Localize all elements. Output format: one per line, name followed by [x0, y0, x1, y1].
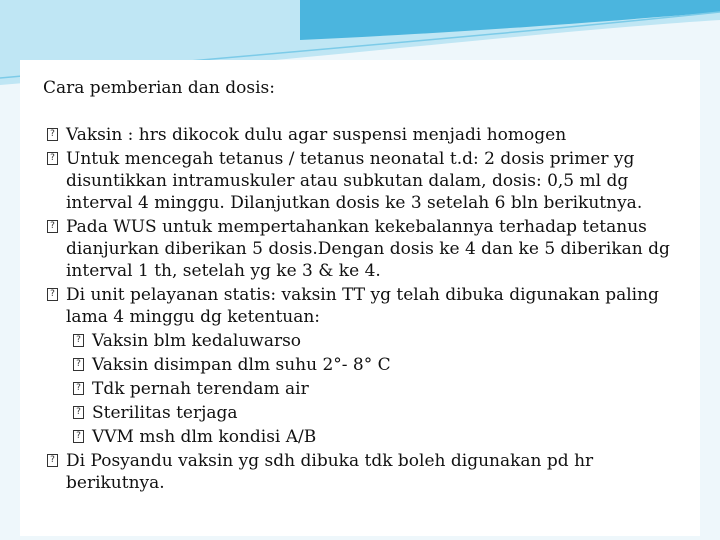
square-bullet-icon: ? [73, 430, 84, 443]
square-bullet-icon: ? [47, 454, 58, 467]
list-item [47, 284, 687, 328]
bullet-list [47, 122, 687, 494]
square-bullet-icon: ? [73, 382, 84, 395]
list-item [47, 450, 687, 494]
sub-list-item-text: Vaksin disimpan dlm suhu 2°- 8° C [92, 355, 391, 375]
list-item-text: Untuk mencegah tetanus / tetanus neonatal t.d: 2 dosis primer yg disuntikkan intramuskuler atau subkutan dalam, dosis: 0,5 ml dg interval 4 minggu. Dilanjutkan dosis ke 3 setelah 6 bln berikutnya. [66, 149, 643, 213]
square-bullet-icon: ? [73, 358, 84, 371]
sub-list-item-text: Sterilitas terjaga [92, 403, 238, 423]
list-item-text: Di Posyandu vaksin yg sdh dibuka tdk boleh digunakan pd hr berikutnya. [66, 451, 594, 493]
square-bullet-icon: ? [47, 128, 58, 141]
sub-list-item-text: Tdk pernah terendam air [92, 379, 309, 399]
list-item-text: Vaksin : hrs dikocok dulu agar suspensi menjadi homogen [66, 125, 567, 145]
sub-list-item [73, 378, 687, 400]
square-bullet-icon: ? [47, 288, 58, 301]
square-bullet-icon: ? [73, 406, 84, 419]
list-item-text: Di unit pelayanan statis: vaksin TT yg telah dibuka digunakan paling lama 4 minggu dg ketentuan: [66, 285, 659, 327]
square-bullet-icon: ? [73, 334, 84, 347]
square-bullet-icon: ? [47, 220, 58, 233]
square-bullet-icon: ? [47, 152, 58, 165]
sub-list-item [73, 330, 687, 352]
slide-title: Cara pemberian dan dosis: [43, 78, 275, 98]
sub-list-item-text: Vaksin blm kedaluwarso [92, 331, 302, 351]
list-item-text: Pada WUS untuk mempertahankan kekebalannya terhadap tetanus dianjurkan diberikan 5 dosis.Dengan dosis ke 4 dan ke 5 diberikan dg interval 1 th, setelah yg ke 3 & ke 4. [66, 217, 670, 281]
sub-list-item [73, 354, 687, 376]
list-item [47, 124, 687, 146]
sub-list-item [73, 402, 687, 424]
sub-list-item-text: VVM msh dlm kondisi A/B [92, 427, 317, 447]
sub-list-item [73, 426, 687, 448]
list-item [47, 148, 687, 214]
list-item [47, 216, 687, 282]
